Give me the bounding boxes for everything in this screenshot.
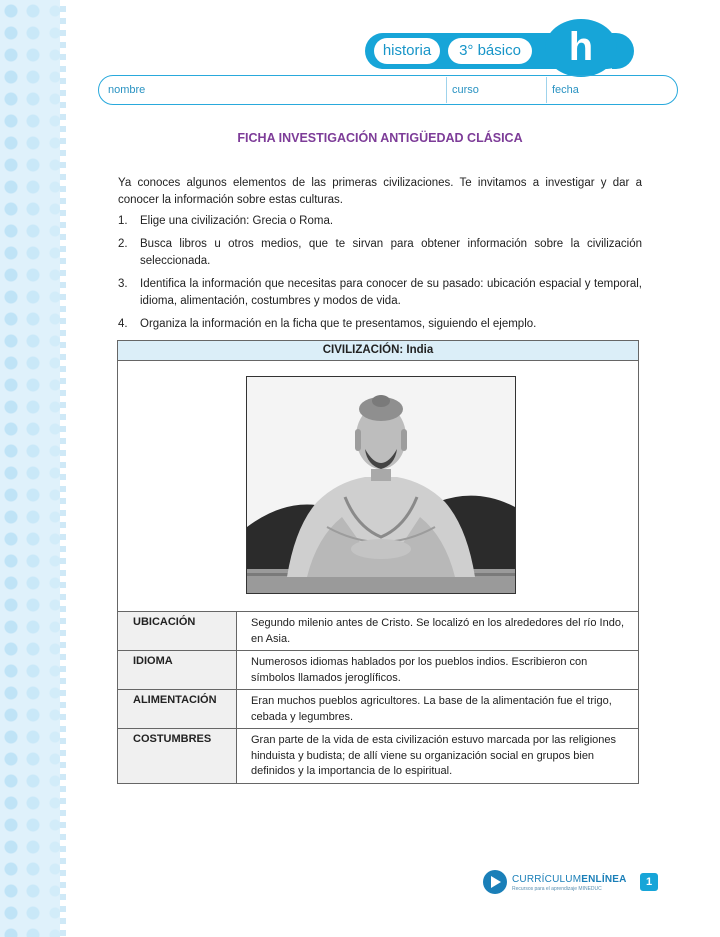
row-text: Gran parte de la vida de esta civilización estuvo marcada por las religiones hinduista y budista; de allí viene su organización social en grupos bien definidos y la importancia de lo espiritual.: [251, 734, 617, 777]
date-field-label: fecha: [552, 84, 579, 96]
row-text: Segundo milenio antes de Cristo. Se localizó en los alrededores del río Indo, en Asia.: [251, 617, 625, 645]
table-row: [118, 651, 638, 690]
table-row: [118, 612, 638, 651]
instruction-text: Elige una civilización: Grecia o Roma.: [140, 215, 334, 227]
row-label: UBICACIÓN: [118, 612, 237, 650]
row-label: ALIMENTACIÓN: [118, 690, 237, 728]
decorative-side-strip: [0, 0, 66, 937]
grade-tag: 3° básico: [448, 38, 532, 64]
instruction-text: Identifica la información que necesitas para conocer de su pasado: ubicación espacial y temporal, idioma, alimentación, costumbres y modos de vida.: [140, 278, 642, 307]
strip-edge: [60, 0, 66, 937]
instruction-text: Organiza la información en la ficha que te presentamos, siguiendo el ejemplo.: [140, 318, 537, 330]
page-number: 1: [640, 873, 658, 891]
instruction-number: 1.: [118, 215, 128, 227]
instruction-number: 2.: [118, 238, 128, 250]
course-field-label: curso: [452, 84, 479, 96]
instruction-item: [118, 316, 642, 333]
table-row: [118, 729, 638, 783]
brand-tagline: Recursos para el aprendizaje MINEDUC: [512, 886, 602, 892]
table-row: [118, 690, 638, 729]
subject-logo: h: [545, 19, 617, 77]
subject-tag: historia: [374, 38, 440, 64]
table-header: CIVILIZACIÓN: India: [118, 341, 638, 361]
instruction-number: 3.: [118, 278, 128, 290]
brand-name-part2: ENLÍNEA: [581, 874, 627, 885]
field-divider: [446, 77, 447, 103]
row-label: COSTUMBRES: [118, 729, 237, 783]
instruction-item: [118, 276, 642, 310]
instruction-list: [118, 213, 642, 333]
brand-name: [512, 874, 627, 885]
intro-paragraph: Ya conoces algunos elementos de las primeras civilizaciones. Te invitamos a investigar y dar a conocer la información sobre estas culturas.: [118, 177, 642, 206]
row-text: Numerosos idiomas hablados por los pueblos indios. Escribieron con símbolos llamados jeroglíficos.: [251, 656, 588, 684]
instruction-number: 4.: [118, 318, 128, 330]
field-divider: [546, 77, 547, 103]
row-text: Eran muchos pueblos agricultores. La base de la alimentación fue el trigo, cebada y legumbres.: [251, 695, 612, 723]
buddha-illustration: [247, 377, 515, 593]
image-cell: [118, 361, 638, 612]
instruction-item: [118, 236, 642, 270]
name-field-label: nombre: [108, 84, 146, 96]
brand-name-part1: CURRÍCULUM: [512, 874, 582, 885]
instruction-item: [118, 213, 642, 230]
instruction-text: Busca libros u otros medios, que te sirvan para obtener información sobre la civilización seleccionada.: [140, 238, 642, 267]
student-info-row: [98, 75, 678, 105]
row-label: IDIOMA: [118, 651, 237, 689]
buddha-statue-photo: [246, 376, 516, 594]
page-title: FICHA INVESTIGACIÓN ANTIGÜEDAD CLÁSICA: [237, 131, 523, 145]
civilization-table: [117, 340, 639, 784]
play-triangle-icon: [491, 876, 501, 888]
